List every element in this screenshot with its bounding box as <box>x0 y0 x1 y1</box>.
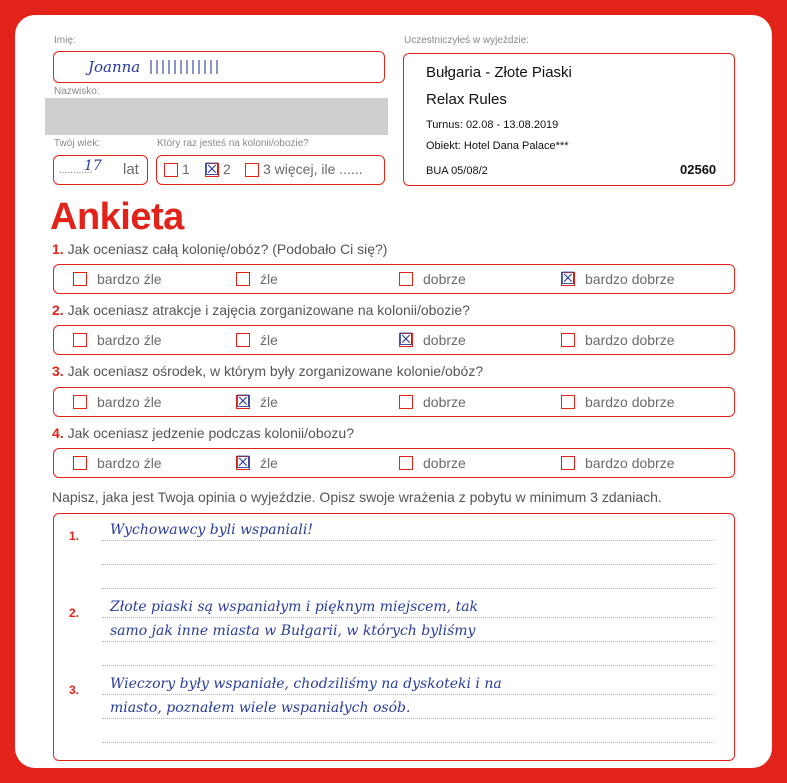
q4-option-very-good-checkbox[interactable] <box>561 456 575 470</box>
q1-option-very-bad-checkbox[interactable] <box>73 272 87 286</box>
q2-check-mark: ☒ <box>398 330 414 350</box>
q1-option-good-label: dobrze <box>423 271 466 287</box>
q2-option-very-bad-label: bardzo źle <box>97 332 162 348</box>
q1-option-very-good-label: bardzo dobrze <box>585 271 675 287</box>
writing-line <box>102 540 714 541</box>
writing-line <box>102 694 714 695</box>
trip-hotel: Obiekt: Hotel Dana Palace*** <box>426 140 569 152</box>
which-time-field <box>156 155 385 185</box>
opinion-2-line-2: samo jak inne miasta w Bułgarii, w których byliśmy <box>110 623 476 639</box>
q1-option-bad-label: źle <box>260 271 278 287</box>
times-1-label: 1 <box>182 161 190 177</box>
q2-option-bad-label: źle <box>260 332 278 348</box>
q3-option-very-bad-label: bardzo źle <box>97 394 162 410</box>
name-label: Imię: <box>54 35 76 46</box>
question-2-options <box>53 325 735 355</box>
age-field[interactable] <box>53 155 148 185</box>
q2-option-very-good-checkbox[interactable] <box>561 333 575 347</box>
participant-label: Uczestniczyłeś w wyjeździe: <box>404 35 530 46</box>
opinion-3-line-1: Wieczory były wspaniałe, chodziliśmy na dyskoteki i na <box>110 676 502 692</box>
q1-option-bad-checkbox[interactable] <box>236 272 250 286</box>
q3-option-good-checkbox[interactable] <box>399 395 413 409</box>
q3-option-very-good-checkbox[interactable] <box>561 395 575 409</box>
question-1: 1. Jak oceniasz całą kolonię/obóz? (Podobało Ci się?) <box>52 241 388 257</box>
q1-option-very-bad-label: bardzo źle <box>97 271 162 287</box>
times-3-checkbox[interactable] <box>245 163 259 177</box>
opinion-prompt: Napisz, jaka jest Twoja opinia o wyjeździe. Opisz swoje wrażenia z pobytu w minimum 3 zdaniach. <box>52 489 662 505</box>
writing-line <box>102 641 714 642</box>
name-value: Joanna <box>88 58 141 76</box>
q4-option-bad-label: źle <box>260 455 278 471</box>
writing-line <box>102 564 714 565</box>
writing-line <box>102 665 714 666</box>
question-2: 2. Jak oceniasz atrakcje i zajęcia zorganizowane na kolonii/obozie? <box>52 302 470 318</box>
opinion-2-line-1: Złote piaski są wspaniałym i pięknym miejscem, tak <box>110 599 479 615</box>
trip-program: Relax Rules <box>426 91 507 108</box>
opinion-1-number: 1. <box>69 529 80 543</box>
q2-option-bad-checkbox[interactable] <box>236 333 250 347</box>
question-3: 3. Jak oceniasz ośrodek, w którym były zorganizowane kolonie/obóz? <box>52 363 484 379</box>
q2-option-very-good-label: bardzo dobrze <box>585 332 675 348</box>
question-4: 4. Jak oceniasz jedzenie podczas kolonii/obozu? <box>52 425 354 441</box>
survey-sheet <box>15 15 772 768</box>
opinion-1-line-1: Wychowawcy byli wspaniali! <box>110 522 313 538</box>
years-label: lat <box>123 161 139 178</box>
q4-option-very-bad-label: bardzo źle <box>97 455 162 471</box>
trip-info-box <box>403 53 735 186</box>
trip-number: 02560 <box>680 162 717 177</box>
opinion-3-number: 3. <box>69 683 80 697</box>
question-4-options <box>53 448 735 478</box>
trip-turnus: Turnus: 02.08 - 13.08.2019 <box>426 119 559 131</box>
writing-line <box>102 588 714 589</box>
q3-option-bad-label: źle <box>260 394 278 410</box>
times-3-label: 3 więcej, ile ...... <box>263 161 363 177</box>
writing-line <box>102 742 714 743</box>
q4-option-very-good-label: bardzo dobrze <box>585 455 675 471</box>
writing-line <box>102 718 714 719</box>
q1-check-mark: ☒ <box>560 269 576 289</box>
writing-line <box>102 617 714 618</box>
opinion-box[interactable] <box>53 513 735 761</box>
question-1-options <box>53 264 735 294</box>
q3-option-very-good-label: bardzo dobrze <box>585 394 675 410</box>
surname-redacted <box>45 98 388 135</box>
survey-title: Ankieta <box>50 196 184 238</box>
opinion-3-line-2: miasto, poznałem wiele wspaniałych osób. <box>110 700 411 716</box>
surname-label: Nazwisko: <box>54 86 100 97</box>
q3-option-very-bad-checkbox[interactable] <box>73 395 87 409</box>
trip-destination: Bułgaria - Złote Piaski <box>426 64 572 81</box>
question-3-options <box>53 387 735 417</box>
which-time-label: Który raz jesteś na kolonii/obozie? <box>157 138 309 149</box>
opinion-2-number: 2. <box>69 606 80 620</box>
q3-check-mark: ☒ <box>235 392 251 412</box>
times-2-check-mark: ☒ <box>204 160 220 180</box>
q4-option-very-bad-checkbox[interactable] <box>73 456 87 470</box>
q4-option-good-label: dobrze <box>423 455 466 471</box>
q2-option-very-bad-checkbox[interactable] <box>73 333 87 347</box>
age-dots: ............ <box>59 165 93 176</box>
trip-code: BUA 05/08/2 <box>426 165 488 177</box>
name-field[interactable] <box>53 51 385 83</box>
times-1-checkbox[interactable] <box>164 163 178 177</box>
q2-option-good-label: dobrze <box>423 332 466 348</box>
age-label: Twój wiek: <box>54 138 101 149</box>
q3-option-good-label: dobrze <box>423 394 466 410</box>
q4-check-mark: ☒ <box>235 453 251 473</box>
age-value: 17 <box>84 158 102 174</box>
q4-option-good-checkbox[interactable] <box>399 456 413 470</box>
q1-option-good-checkbox[interactable] <box>399 272 413 286</box>
times-2-label: 2 <box>223 161 231 177</box>
surname-scribble <box>150 60 222 74</box>
